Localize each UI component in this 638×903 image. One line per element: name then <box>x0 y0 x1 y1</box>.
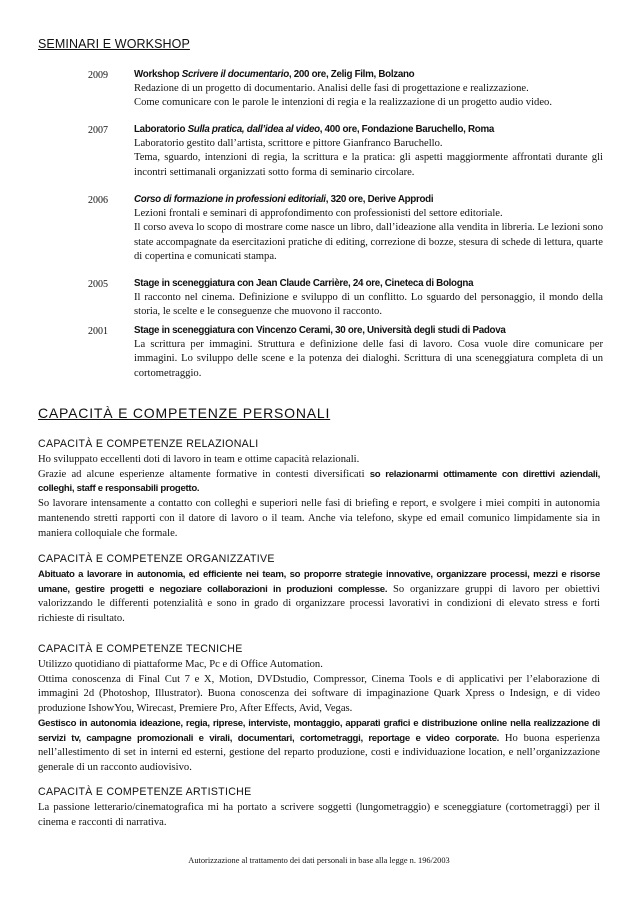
entry-title: Stage in sceneggiatura con Jean Claude Carrière, 24 ore, Cineteca di Bologna <box>134 278 474 289</box>
subtitle-organizzative: CAPACITÀ E COMPETENZE ORGANIZZATIVE <box>38 553 275 565</box>
entry-title: Stage in sceneggiatura con Vincenzo Cerami, 30 ore, Università degli studi di Padova <box>134 325 506 336</box>
entry-line: Lezioni frontali e seminari di approfondimento con professionisti del settore editoriale. <box>134 208 503 220</box>
paragraph-tecniche: Utilizzo quotidiano di piattaforme Mac, Pc e di Office Automation. Ottima conoscenza di Final Cut 7 e X, Motion, DVDstudio, Compressor, Cinema Tools e di applicativi per l’elaborazione di immagini 2d (Photoshop, Illustrator). Buona conoscenza dei software di impaginazione Quark Xpress o Indesign, e di video produzione IshowYou, Wirecast, Premiere Pro, After Effects, Avid, Vegas. Gestisco in autonomia ideazione, regia, riprese, interviste, montaggio, apparati grafici e distribuzione online nella realizzazione di servizi tv, campagne promozionali e virali, documentari, cortometraggi, reportage e video corporate. Ho buona esperienza nell’allestimento di set in interni ed esterni, gestione del reparto produzione, costi e individuazione location, e nell’organizzazione generale di un racconto audiovisivo. <box>38 659 600 773</box>
entry-line: Laboratorio gestito dall’artista, scrittore e pittore Gianfranco Baruchello. <box>134 138 443 150</box>
entry-line: Redazione di un progetto di documentario. Analisi delle fasi di progettazione e realizzazione. <box>134 83 529 95</box>
paragraph-relazionali: Ho sviluppato eccellenti doti di lavoro in team e ottime capacità relazionali. Grazie ad alcune esperienze altamente formative in contesti diversificati so relazionarmi ottimamente con direttivi aziendali, colleghi, staff e responsabili progetto. So lavorare intensamente a contatto con colleghi e superiori nelle fasi di briefing e report, e svolgere i miei compiti in autonomia mantenendo stretti rapporti con il datore di lavoro o il team. Anche via telefono, skype ed email comunico limpidamente sia in maniera colloquiale che formale. <box>38 454 601 539</box>
entry-line: Tema, sguardo, intenzioni di regia, la scrittura e la pratica: gli aspetti maggiormente affrontati durante gli incontri settimanali organizzati sotto forma di seminario circolare. <box>134 152 603 178</box>
seminar-entry-2006 <box>88 193 603 264</box>
section-title-capacita: CAPACITÀ E COMPETENZE PERSONALI <box>38 405 331 421</box>
entry-line: La scrittura per immagini. Struttura e definizione delle fasi di lavoro. Cosa vuole dire comunicare per immagini. Lo sviluppo delle scene e la potenza dei dialoghi. Scrittura di una sceneggiatura completa di un cortometraggio. <box>134 339 603 379</box>
paragraph-artistiche: La passione letterario/cinematografica mi ha portato a scrivere soggetti (lungometraggio) e sceneggiature (cortometraggi) per il cinema e racconti di narrativa. <box>38 802 600 828</box>
section-title-seminari: SEMINARI E WORKSHOP <box>38 37 190 51</box>
entry-year: 2007 <box>88 125 108 136</box>
entry-title: Workshop Scrivere il documentario, 200 ore, Zelig Film, Bolzano <box>134 69 415 80</box>
entry-year: 2005 <box>88 279 108 290</box>
seminar-entry-2009 <box>88 68 603 111</box>
entry-line: Il racconto nel cinema. Definizione e sviluppo di un conflitto. Lo sguardo del personaggio, il mondo della storia, le scelte e le conseguenze che muovono il racconto. <box>134 292 603 318</box>
subtitle-artistiche: CAPACITÀ E COMPETENZE ARTISTICHE <box>38 786 252 798</box>
subtitle-tecniche: CAPACITÀ E COMPETENZE TECNICHE <box>38 643 243 655</box>
subtitle-relazionali: CAPACITÀ E COMPETENZE RELAZIONALI <box>38 438 259 450</box>
entry-year: 2001 <box>88 326 108 337</box>
entry-line: Come comunicare con le parole le intenzioni di regia e la realizzazione di un progetto audio video. <box>134 97 552 109</box>
entry-title: Laboratorio Sulla pratica, dall’idea al video, 400 ore, Fondazione Baruchello, Roma <box>134 124 495 135</box>
seminar-entry-2005 <box>88 277 603 320</box>
entry-year: 2006 <box>88 195 108 206</box>
entry-title: Corso di formazione in professioni editoriali, 320 ore, Derive Approdi <box>134 194 434 205</box>
seminar-entry-2007 <box>88 123 603 180</box>
entry-line: Il corso aveva lo scopo di mostrare come nasce un libro, dall’ideazione alla vendita in libreria. Le lezioni sono state accompagnate da esercitazioni pratiche di editing, correzione di bozze, stesura di schede di lettura, quarte di copertina e comunicati stampa. <box>134 222 603 262</box>
entry-year: 2009 <box>88 70 108 81</box>
footer-privacy-note: Autorizzazione al trattamento dei dati personali in base alla legge n. 196/2003 <box>188 856 450 865</box>
seminar-entry-2001 <box>88 324 603 381</box>
paragraph-organizzative: Abituato a lavorare in autonomia, ed efficiente nei team, so proporre strategie innovative, organizzare processi, mezzi e risorse umane, gestire progetti e negoziare collaborazioni in produzioni complesse. So organizzare gruppi di lavoro per obiettivi valorizzando le differenti potenzialità e sono in grado di organizzare processi lavorativi in condizioni di elevato stress e forti richieste di risultato. <box>38 569 601 625</box>
